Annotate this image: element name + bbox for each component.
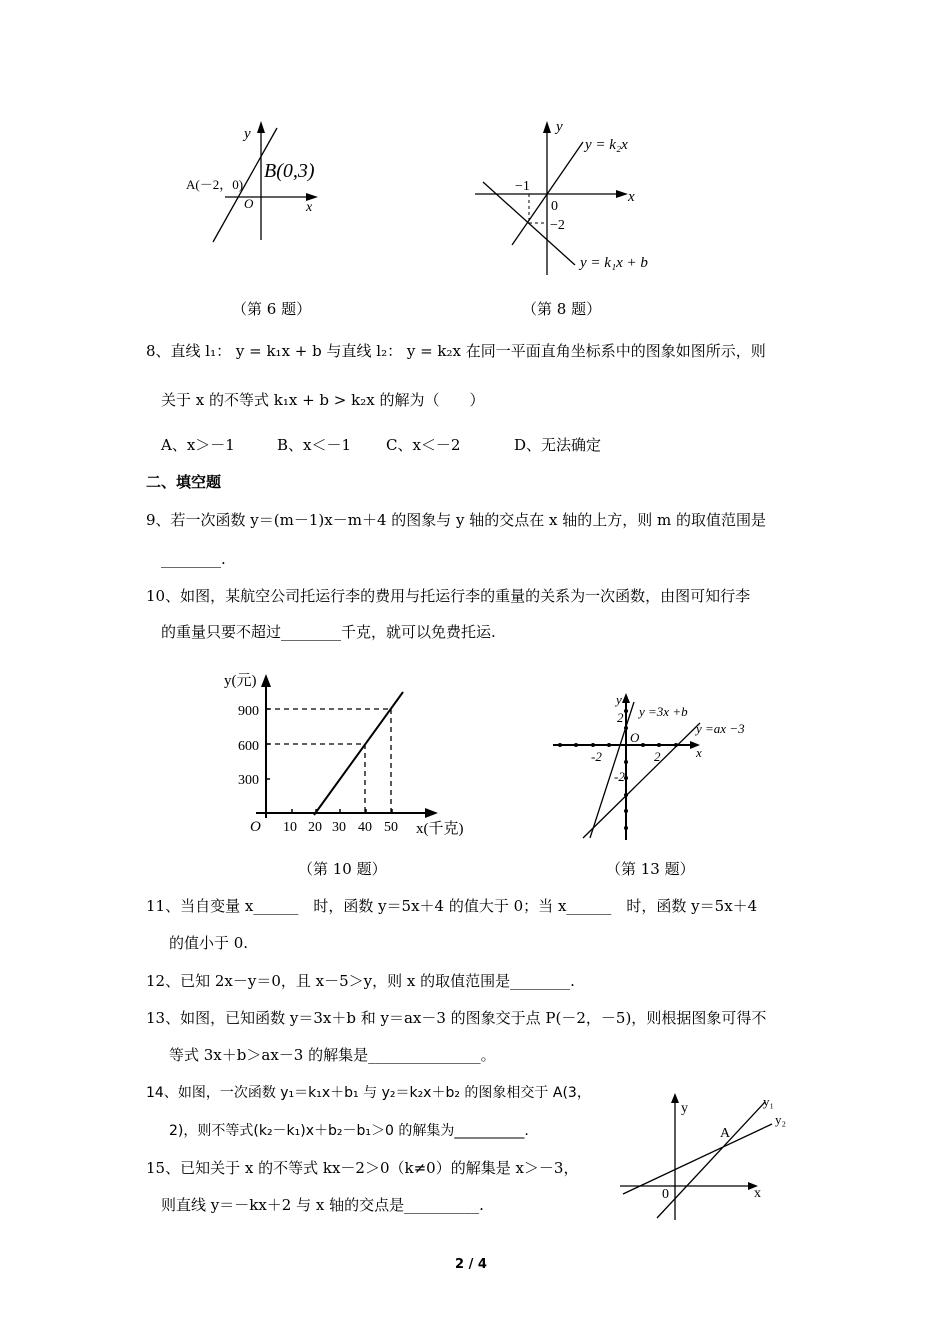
fig6-caption: （第 6 题） — [232, 300, 312, 318]
fig14-y2-label: y₂ — [775, 1112, 787, 1127]
fig8-y-label: y — [556, 119, 563, 135]
q13-line1: 13、如图，已知函数 y＝3x＋b 和 y＝ax－3 的图象交于点 P(－2，－5)，则根据图象可得不 — [146, 1009, 767, 1027]
fig10-y-label: y(元) — [224, 673, 257, 689]
q8-option-a: A、x＞－1 — [161, 436, 235, 454]
figure-8 — [465, 115, 695, 280]
figure-6 — [180, 115, 340, 255]
q10-line2: 的重量只要不超过________千克，就可以免费托运. — [161, 623, 496, 641]
fig10-xtick-50: 50 — [384, 820, 398, 835]
fig13-p2y-label: 2 — [617, 710, 624, 725]
figure-14 — [615, 1090, 800, 1225]
figure-10 — [220, 665, 490, 850]
fig10-origin-label: O — [250, 819, 261, 835]
q8-option-b: B、x＜－1 — [277, 436, 352, 454]
fig8-origin-label: 0 — [551, 199, 558, 214]
fig14-origin-label: 0 — [662, 1187, 669, 1202]
fig14-a-label: A — [720, 1126, 731, 1141]
fig8-caption: （第 8 题） — [522, 300, 602, 318]
q11-line2: 的值小于 0. — [169, 934, 249, 952]
fig10-xtick-10: 10 — [283, 820, 297, 835]
fig10-xtick-30: 30 — [332, 820, 346, 835]
q14-line1: 14、如图，一次函数 y₁＝k₁x＋b₁ 与 y₂＝k₂x＋b₂ 的图象相交于 A(3， — [146, 1085, 591, 1101]
q12: 12、已知 2x－y＝0，且 x－5＞y，则 x 的取值范围是________. — [146, 972, 575, 990]
section-title: 二、填空题 — [146, 473, 222, 491]
fig13-p2x-label: 2 — [654, 749, 661, 764]
q8-line2: 关于 x 的不等式 k₁x + b > k₂x 的解为（ ） — [161, 391, 485, 409]
fig8-l1-label: y = k₁x + b — [580, 255, 648, 271]
fig10-caption: （第 10 题） — [298, 860, 387, 878]
q15-line1: 15、已知关于 x 的不等式 kx－2＞0（k≠0）的解集是 x＞－3， — [146, 1159, 579, 1177]
fig13-m2y-label: -2 — [614, 769, 625, 784]
fig13-x-label: x — [696, 745, 702, 760]
fig14-y-label: y — [681, 1101, 688, 1116]
figure-13 — [550, 690, 760, 845]
q9-line1: 9、若一次函数 y＝(m－1)x－m＋4 的图象与 y 轴的交点在 x 轴的上方，则 m 的取值范围是 — [146, 511, 767, 529]
fig14-x-label: x — [754, 1186, 761, 1201]
q8-line1: 8、直线 l₁： y = k₁x + b 与直线 l₂： y = k₂x 在同一平面直角坐标系中的图象如图所示，则 — [146, 342, 766, 360]
q15-line2: 则直线 y＝－kx＋2 与 x 轴的交点是__________. — [161, 1196, 484, 1214]
fig13-m2x-label: -2 — [591, 749, 602, 764]
fig13-y-label: y — [616, 692, 622, 707]
q9-line2: ________. — [161, 550, 226, 568]
q10-line1: 10、如图，某航空公司托运行李的费用与托运行李的重量的关系为一次函数，由图可知行李 — [146, 587, 751, 605]
q11-line1: 11、当自变量 x______ 时，函数 y＝5x＋4 的值大于 0；当 x______ 时，函数 y＝5x＋4 — [146, 897, 758, 915]
fig6-b-label: B(0,3) — [264, 160, 315, 182]
fig8-l2-label: y = k₂x — [585, 137, 628, 153]
fig8-m2-label: −2 — [550, 218, 565, 233]
fig6-x-label: x — [306, 200, 313, 215]
fig13-origin-label: O — [630, 730, 640, 745]
fig6-y-label: y — [244, 126, 251, 142]
q13-line2: 等式 3x＋b＞ax－3 的解集是_______________。 — [169, 1046, 496, 1064]
page-number: 2 / 4 — [455, 1257, 487, 1272]
fig6-origin-label: O — [244, 196, 254, 211]
fig13-l1-label: y =3x +b — [639, 704, 688, 719]
q8-option-d: D、无法确定 — [514, 436, 602, 454]
q14-line2: 2)，则不等式(k₂－k₁)x＋b₂－b₁＞0 的解集为__________. — [169, 1123, 529, 1139]
fig10-ytick-600: 600 — [238, 739, 259, 754]
fig10-ytick-300: 300 — [238, 773, 259, 788]
q8-option-c: C、x＜－2 — [386, 436, 461, 454]
fig13-l2-label: y =ax −3 — [696, 721, 745, 736]
fig8-m1-label: −1 — [515, 179, 530, 194]
fig8-x-label: x — [628, 189, 635, 205]
fig6-a-label: A(－2，0) — [186, 177, 244, 192]
fig10-ytick-900: 900 — [238, 704, 259, 719]
fig14-y1-label: y₁ — [763, 1094, 775, 1109]
fig13-caption: （第 13 题） — [606, 860, 695, 878]
fig10-x-label: x(千克) — [416, 821, 464, 837]
fig10-xtick-40: 40 — [358, 820, 372, 835]
fig10-xtick-20: 20 — [308, 820, 322, 835]
